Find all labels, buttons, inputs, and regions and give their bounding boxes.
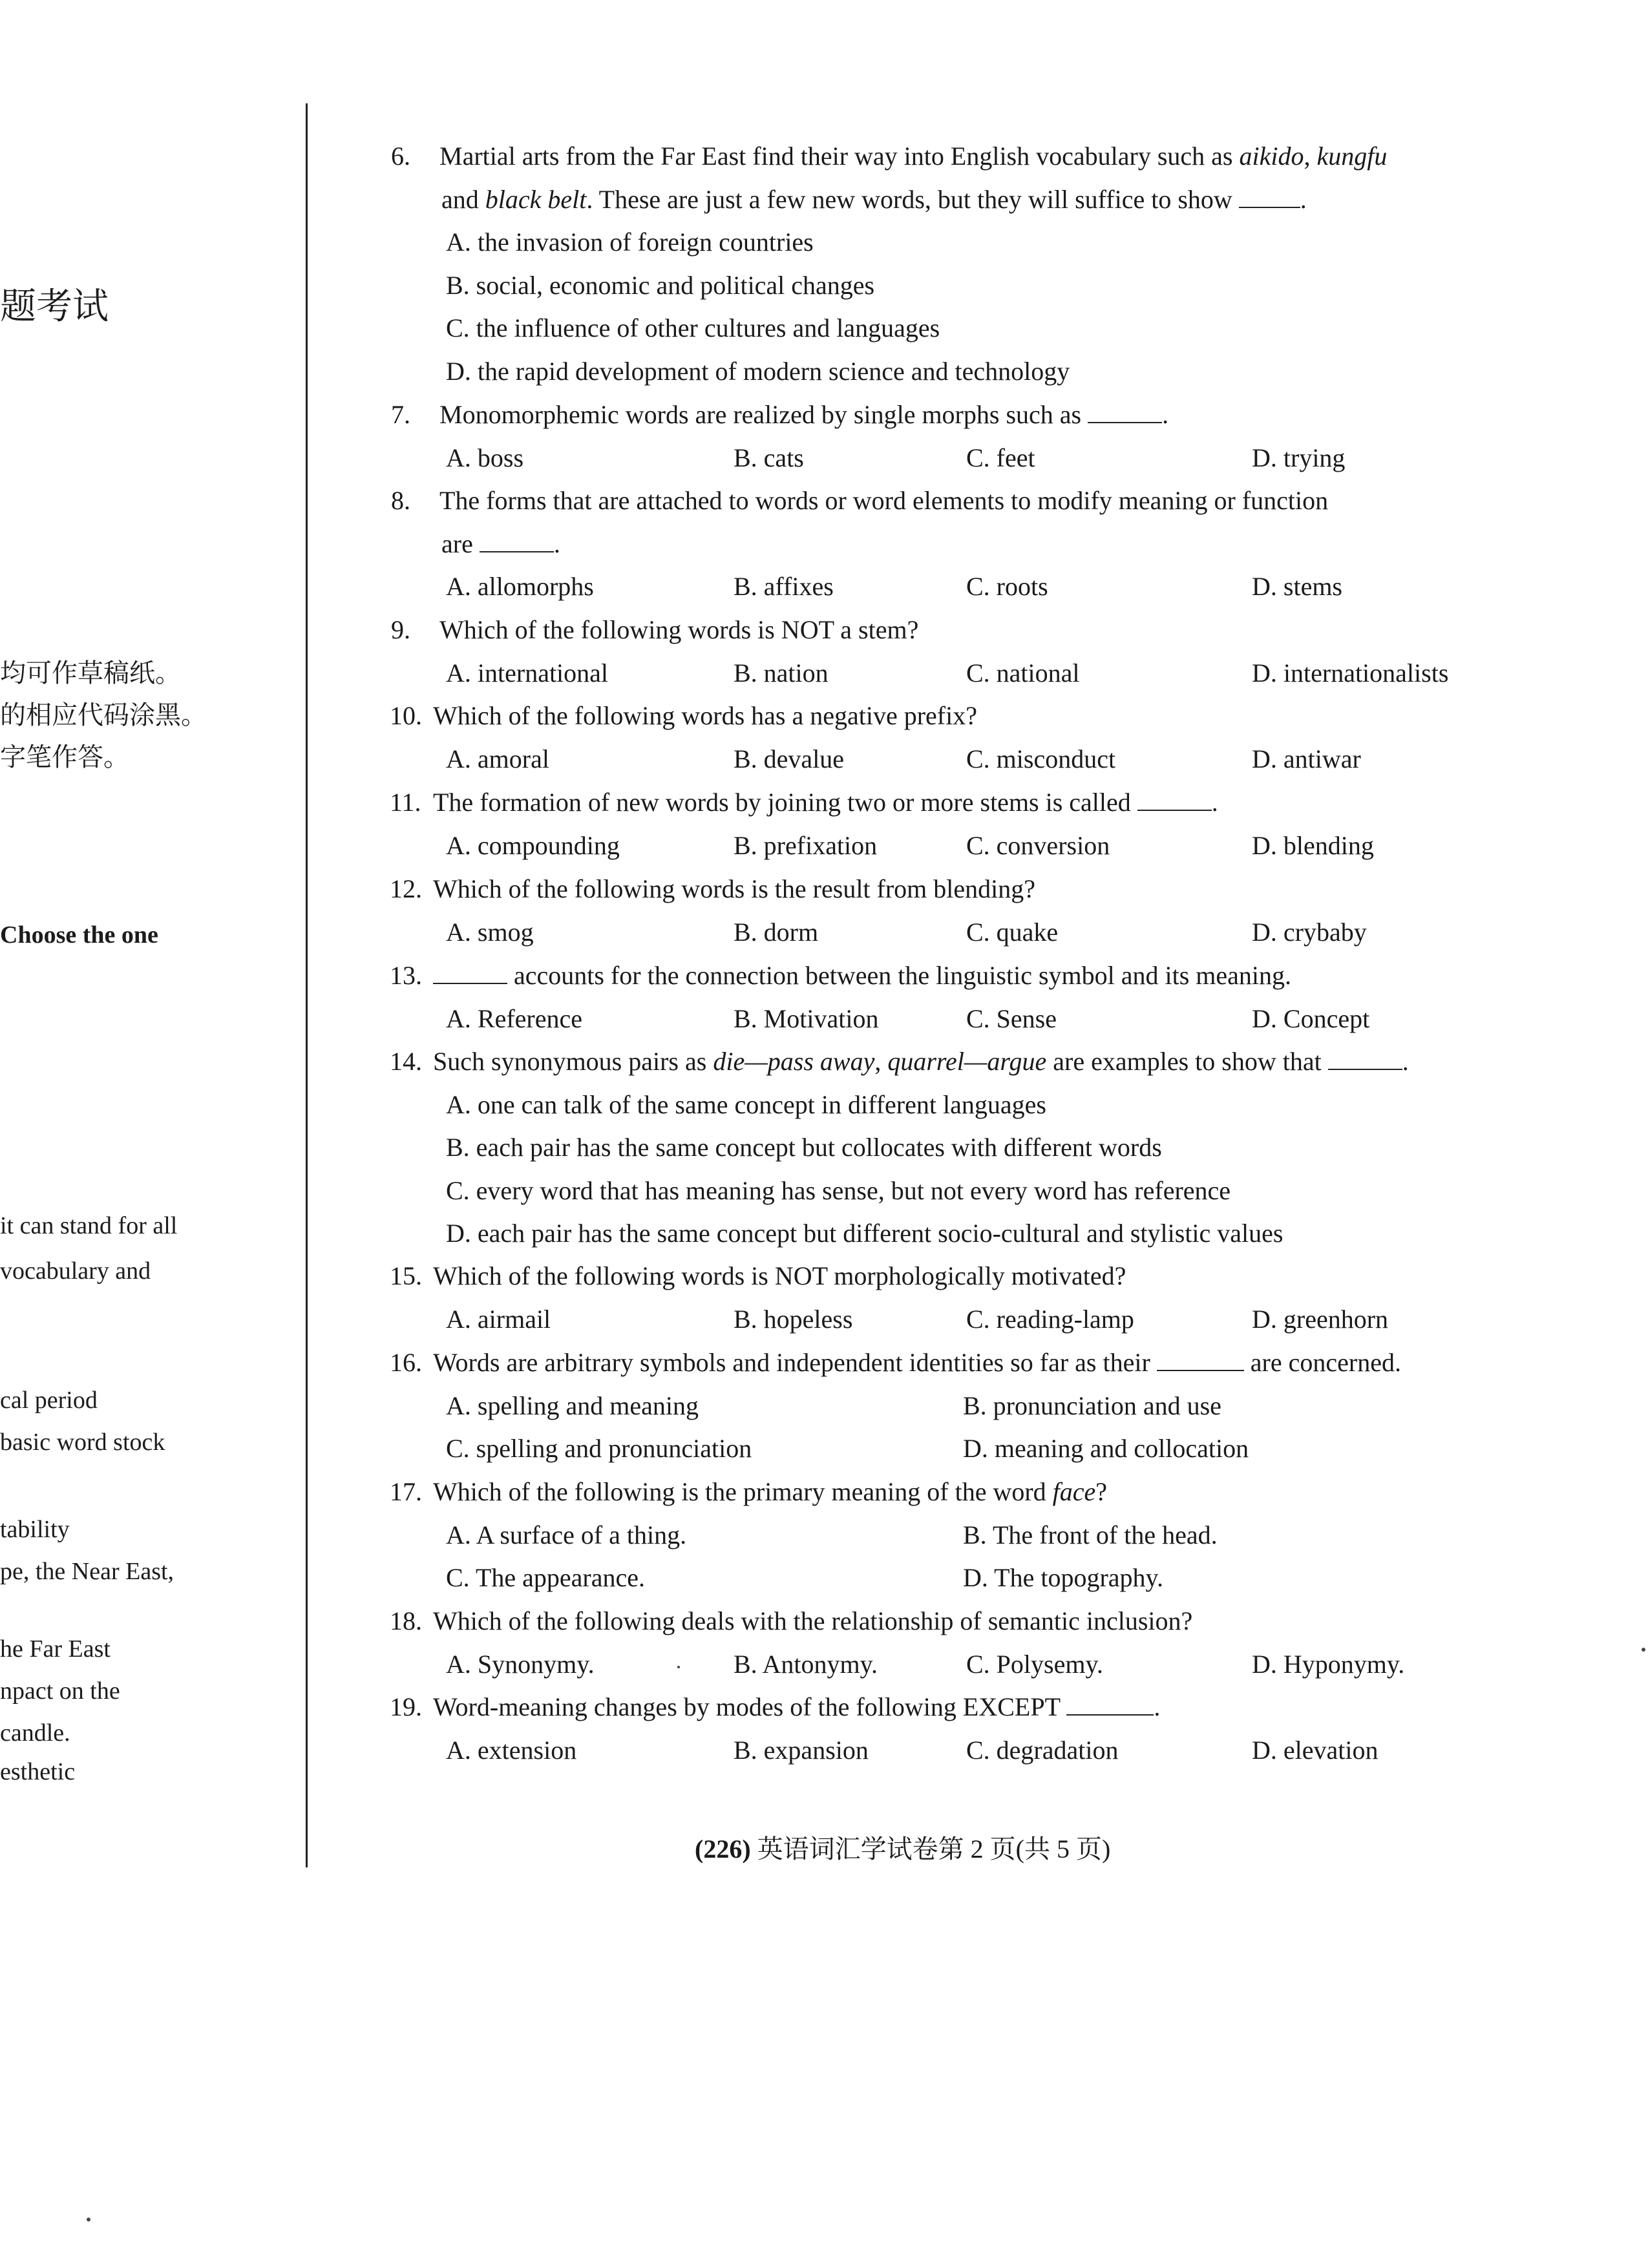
scan-speck: [677, 1666, 680, 1668]
page-number: (226): [695, 1834, 751, 1864]
question-stem: are .: [441, 529, 560, 558]
left-strip-text: vocabulary and: [0, 1257, 151, 1285]
answer-option: D. antiwar: [1252, 744, 1361, 773]
answer-option: D. Concept: [1252, 1003, 1370, 1033]
answer-option: C. degradation: [966, 1735, 1119, 1765]
question-stem: Which of the following words is NOT morphologically motivated?: [433, 1261, 1126, 1290]
answer-option: B. devalue: [734, 744, 845, 773]
left-strip-text: esthetic: [0, 1758, 76, 1785]
answer-option: A. the invasion of foreign countries: [446, 227, 814, 257]
answer-option: C. quake: [966, 917, 1059, 947]
answer-option: A. amoral: [446, 744, 549, 773]
left-strip-text: 的相应代码涂黑。: [0, 700, 207, 730]
answer-option: B. expansion: [734, 1735, 869, 1765]
answer-option: B. each pair has the same concept but collocates with different words: [446, 1133, 1162, 1162]
left-strip-text: 字笔作答。: [0, 742, 129, 772]
answer-option: B. prefixation: [734, 830, 878, 860]
answer-option: A. A surface of a thing.: [446, 1520, 687, 1549]
answer-option: D. greenhorn: [1252, 1304, 1389, 1334]
question-stem: Which of the following words is the result from blending?: [433, 874, 1036, 903]
question-number: 13.: [390, 961, 422, 990]
question-stem: accounts for the connection between the linguistic symbol and its meaning.: [433, 963, 1291, 989]
question-stem: Martial arts from the Far East find their way into English vocabulary such as aikido, kungfu: [439, 142, 1388, 171]
answer-option: D. meaning and collocation: [963, 1434, 1249, 1464]
answer-option: A. spelling and meaning: [446, 1391, 699, 1420]
answer-option: C. spelling and pronunciation: [446, 1434, 752, 1464]
answer-option: D. elevation: [1252, 1735, 1379, 1765]
answer-option: D. each pair has the same concept but different socio-cultural and stylistic values: [446, 1219, 1284, 1248]
answer-option: A. Reference: [446, 1003, 582, 1033]
left-strip-text: tability: [0, 1516, 70, 1543]
answer-option: C. Polysemy.: [966, 1649, 1103, 1679]
answer-option: D. the rapid development of modern science and technology: [446, 357, 1070, 386]
answer-option: A. Synonymy.: [446, 1649, 595, 1679]
question-stem: Word-meaning changes by modes of the following EXCEPT .: [433, 1692, 1161, 1721]
left-strip-text: it can stand for all: [0, 1212, 178, 1239]
answer-option: D. crybaby: [1252, 917, 1367, 947]
answer-option: B. dorm: [734, 917, 819, 947]
answer-option: C. national: [966, 658, 1080, 688]
answer-option: D. The topography.: [963, 1563, 1163, 1593]
answer-option: C. conversion: [966, 830, 1110, 860]
answer-option: C. misconduct: [966, 744, 1116, 773]
left-strip-text: 均可作草稿纸。: [0, 658, 181, 688]
answer-option: A. one can talk of the same concept in different languages: [446, 1089, 1046, 1119]
question-number: 9.: [391, 615, 410, 644]
answer-option: B. Antonymy.: [734, 1649, 878, 1679]
answer-option: B. pronunciation and use: [963, 1391, 1221, 1420]
question-number: 18.: [390, 1606, 422, 1635]
question-stem: and black belt. These are just a few new words, but they will suffice to show .: [441, 184, 1307, 214]
left-strip-text: cal period: [0, 1387, 98, 1414]
page-footer: [695, 1829, 1110, 1865]
answer-option: C. every word that has meaning has sense, but not every word has reference: [446, 1175, 1231, 1205]
answer-option: A. airmail: [446, 1304, 551, 1334]
scan-speck: [87, 2218, 90, 2221]
column-divider: [306, 103, 308, 1867]
question-stem: Monomorphemic words are realized by single morphs such as .: [439, 400, 1169, 429]
answer-option: A. smog: [446, 917, 534, 947]
question-stem: Which of the following deals with the relationship of semantic inclusion?: [433, 1606, 1193, 1635]
answer-option: B. The front of the head.: [963, 1520, 1218, 1549]
question-number: 17.: [390, 1477, 422, 1506]
answer-option: C. Sense: [966, 1003, 1057, 1033]
question-number: 7.: [391, 400, 410, 429]
answer-option: B. Motivation: [734, 1003, 879, 1033]
answer-option: C. the influence of other cultures and languages: [446, 313, 940, 343]
question-number: 8.: [391, 486, 410, 515]
answer-option: B. nation: [734, 658, 829, 688]
left-strip-text: Choose the one: [0, 921, 158, 949]
question-stem: The formation of new words by joining two or more stems is called .: [433, 788, 1218, 817]
answer-option: B. social, economic and political changes: [446, 270, 875, 300]
answer-option: D. blending: [1252, 830, 1374, 860]
answer-option: B. affixes: [734, 572, 834, 602]
answer-option: A. allomorphs: [446, 572, 594, 602]
question-stem: Words are arbitrary symbols and independent identities so far as their are concerned.: [433, 1348, 1401, 1377]
question-number: 6.: [391, 142, 410, 171]
left-strip-text: npact on the: [0, 1677, 120, 1705]
answer-option: B. cats: [734, 443, 804, 472]
footer-title: 英语词汇学试卷第 2 页(共 5 页): [750, 1834, 1111, 1864]
answer-option: A. extension: [446, 1735, 577, 1765]
question-number: 10.: [390, 701, 422, 730]
answer-option: C. roots: [966, 572, 1048, 602]
answer-option: A. boss: [446, 443, 524, 472]
left-strip-text: he Far East: [0, 1635, 111, 1663]
answer-option: A. international: [446, 658, 609, 688]
question-stem: Such synonymous pairs as die—pass away, quarrel—argue are examples to show that .: [433, 1047, 1409, 1076]
answer-option: D. stems: [1252, 572, 1342, 602]
question-number: 15.: [390, 1261, 422, 1290]
answer-option: D. internationalists: [1252, 658, 1449, 688]
left-strip-text: 题考试: [0, 287, 109, 327]
left-strip-text: pe, the Near East,: [0, 1558, 174, 1585]
question-stem: Which of the following words is NOT a stem?: [439, 615, 919, 644]
scan-speck: [1642, 1648, 1645, 1652]
question-number: 19.: [390, 1692, 422, 1721]
left-strip-text: basic word stock: [0, 1429, 165, 1456]
answer-option: D. Hyponymy.: [1252, 1649, 1405, 1679]
question-stem: The forms that are attached to words or word elements to modify meaning or function: [439, 486, 1329, 515]
question-stem: Which of the following words has a negative prefix?: [433, 701, 977, 730]
answer-option: A. compounding: [446, 830, 620, 860]
answer-option: C. reading-lamp: [966, 1304, 1134, 1334]
answer-option: B. hopeless: [734, 1304, 853, 1334]
answer-option: C. The appearance.: [446, 1563, 645, 1593]
question-number: 11.: [390, 788, 421, 817]
question-stem: Which of the following is the primary meaning of the word face?: [433, 1477, 1108, 1506]
question-number: 12.: [390, 874, 422, 903]
question-number: 14.: [390, 1047, 422, 1076]
left-strip-text: candle.: [0, 1719, 70, 1747]
answer-option: C. feet: [966, 443, 1035, 472]
answer-option: D. trying: [1252, 443, 1346, 472]
question-number: 16.: [390, 1348, 422, 1377]
